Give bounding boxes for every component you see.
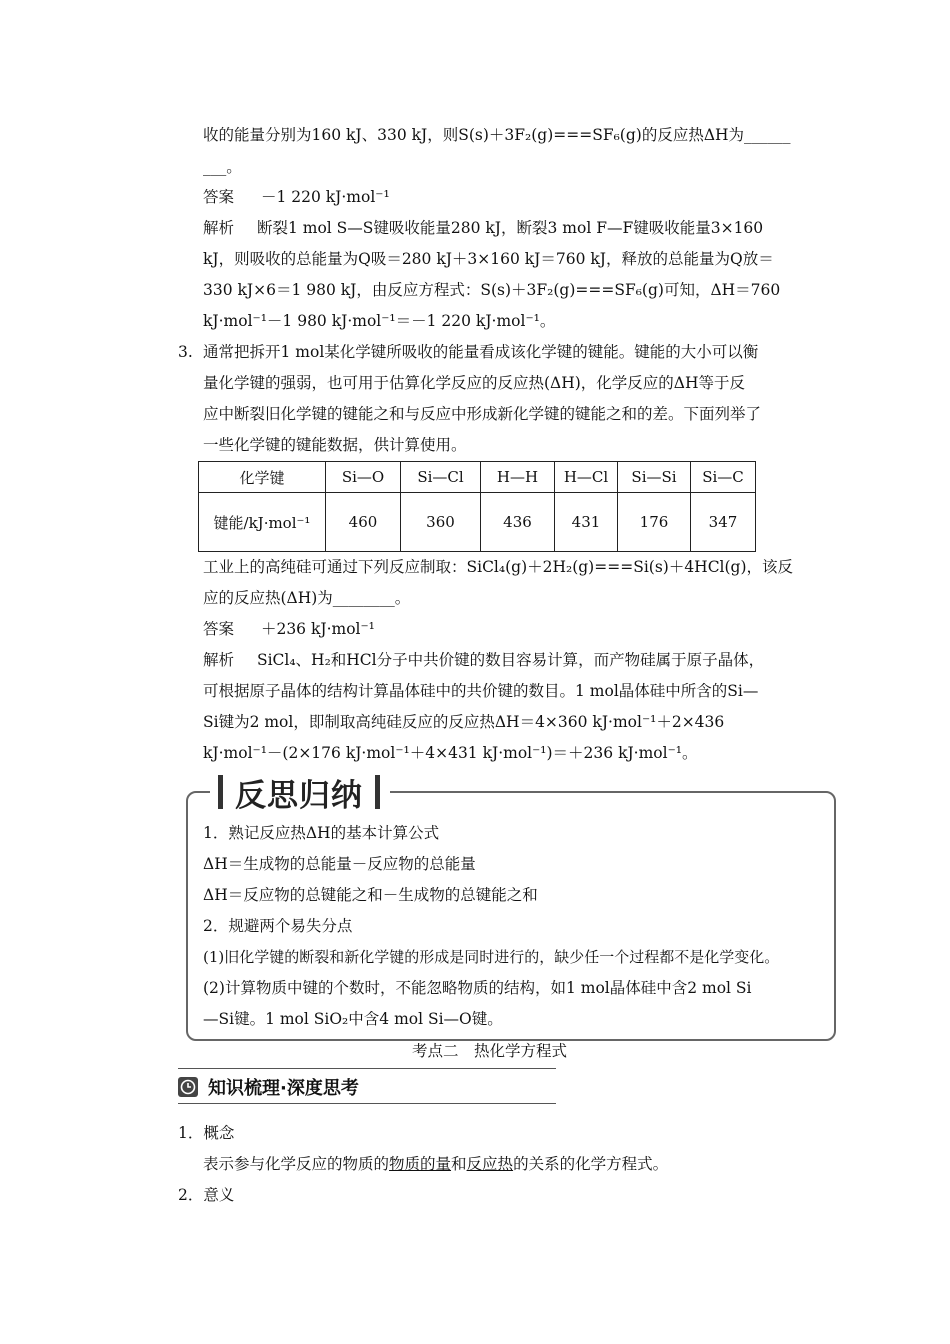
- bond-name: Si—Si: [618, 462, 691, 493]
- concept-label: 1．概念: [178, 1124, 235, 1142]
- bond-value: 460: [326, 493, 401, 552]
- q2-line-1: 收的能量分别为160 kJ、330 kJ，则S(s)＋3F₂(g)===SF₆(g)的反应热ΔH为______: [203, 126, 791, 144]
- bond-table-header-row: [199, 462, 756, 493]
- q3-analysis-line-4: kJ·mol⁻¹－(2×176 kJ·mol⁻¹＋4×431 kJ·mol⁻¹)＝＋236 kJ·mol⁻¹。: [203, 744, 698, 762]
- q3-analysis-line-3: Si键为2 mol，即制取高纯硅反应的反应热ΔH＝4×360 kJ·mol⁻¹＋2×436: [203, 713, 725, 731]
- bond-table-value-row: [199, 493, 756, 552]
- reflection-line-6: (2)计算物质中键的个数时，不能忽略物质的结构，如1 mol晶体硅中含2 mol Si: [203, 979, 752, 997]
- underlined-term-amount: 物质的量: [389, 1155, 452, 1173]
- q3-analysis-label: 解析: [203, 651, 235, 669]
- q2-analysis-line-1: 解析 断裂1 mol S—S键吸收能量280 kJ，断裂3 mol F—F键吸收能量3×160: [203, 219, 764, 237]
- q2-answer-label: 答案: [203, 188, 235, 206]
- bond-value: 347: [691, 493, 756, 552]
- reflection-line-5: (1)旧化学键的断裂和新化学键的形成是同时进行的，缺少任一个过程都不是化学变化。: [203, 948, 780, 966]
- q3-number: 3.: [178, 343, 193, 361]
- q2-line-2: ___。: [203, 158, 242, 176]
- q2-answer-value: －1 220 kJ·mol⁻¹: [260, 188, 390, 206]
- q3-line-3: 应中断裂旧化学键的键能之和与反应中形成新化学键的键能之和的差。下面列举了: [203, 405, 762, 423]
- q2-analysis-line-2: kJ，则吸收的总能量为Q吸＝280 kJ＋3×160 kJ＝760 kJ，释放的总能量为Q放＝: [203, 250, 774, 268]
- q3-after-line-1: 工业上的高纯硅可通过下列反应制取：SiCl₄(g)＋2H₂(g)===Si(s)＋4HCl(g)，该反: [203, 558, 794, 576]
- subsection-header: [178, 1074, 359, 1100]
- underlined-term-heat: 反应热: [466, 1155, 514, 1173]
- q3-answer: [203, 618, 375, 640]
- q3-after-line-2: 应的反应热(ΔH)为________。: [203, 589, 411, 607]
- subsection-title: 知识梳理·深度思考: [208, 1078, 359, 1099]
- bond-value: 176: [618, 493, 691, 552]
- q2-answer: [203, 186, 390, 208]
- clock-icon: [178, 1077, 198, 1097]
- section-title: 考点二 热化学方程式: [412, 1042, 568, 1060]
- reflection-header: [210, 770, 390, 814]
- q3-analysis-line-1: 解析 SiCl₄、H₂和HCl分子中共价键的数目容易计算，而产物硅属于原子晶体，: [203, 651, 765, 669]
- divider-bottom: [178, 1103, 556, 1104]
- reflection-line-4: 2．规避两个易失分点: [203, 917, 353, 935]
- reflection-line-3: ΔH＝反应物的总键能之和－生成物的总键能之和: [203, 886, 538, 904]
- q3-answer-label: 答案: [203, 620, 235, 638]
- reflection-line-1: 1．熟记反应热ΔH的基本计算公式: [203, 824, 440, 842]
- bond-name: H—H: [481, 462, 555, 493]
- reflection-line-7: —Si键。1 mol SiO₂中含4 mol Si—O键。: [203, 1010, 503, 1028]
- concept-text: 表示参与化学反应的物质的物质的量和反应热的关系的化学方程式。: [203, 1155, 669, 1173]
- reflection-bar-right: [375, 775, 380, 809]
- bond-name: Si—O: [326, 462, 401, 493]
- bond-value: 431: [555, 493, 618, 552]
- bond-header-label: 化学键: [199, 462, 326, 493]
- reflection-line-2: ΔH＝生成物的总能量－反应物的总能量: [203, 855, 476, 873]
- bond-value: 436: [481, 493, 555, 552]
- q3-analysis-line-2: 可根据原子晶体的结构计算晶体硅中的共价键的数目。1 mol晶体硅中所含的Si—: [203, 682, 759, 700]
- q3-line-1: 通常把拆开1 mol某化学键所吸收的能量看成该化学键的键能。键能的大小可以衡: [203, 343, 759, 361]
- reflection-title: 反思归纳: [235, 777, 363, 814]
- q2-analysis-line-3: 330 kJ×6＝1 980 kJ，由反应方程式：S(s)＋3F₂(g)===SF₆(g)可知，ΔH＝760: [203, 281, 781, 299]
- bond-value: 360: [401, 493, 481, 552]
- q3-answer-value: ＋236 kJ·mol⁻¹: [260, 620, 375, 638]
- bond-name: Si—C: [691, 462, 756, 493]
- q3-line-2: 量化学键的强弱，也可用于估算化学反应的反应热(ΔH)，化学反应的ΔH等于反: [203, 374, 746, 392]
- q2-analysis-line-4: kJ·mol⁻¹－1 980 kJ·mol⁻¹＝－1 220 kJ·mol⁻¹。: [203, 312, 556, 330]
- q3-line-4: 一些化学键的键能数据，供计算使用。: [203, 436, 467, 454]
- bond-name: Si—Cl: [401, 462, 481, 493]
- reflection-bar-left: [218, 775, 223, 809]
- meaning-label: 2．意义: [178, 1186, 235, 1204]
- bond-row-label: 键能/kJ·mol⁻¹: [199, 493, 326, 552]
- bond-name: H—Cl: [555, 462, 618, 493]
- q2-analysis-label: 解析: [203, 219, 235, 237]
- bond-energy-table: [198, 461, 756, 552]
- divider-top: [178, 1068, 556, 1069]
